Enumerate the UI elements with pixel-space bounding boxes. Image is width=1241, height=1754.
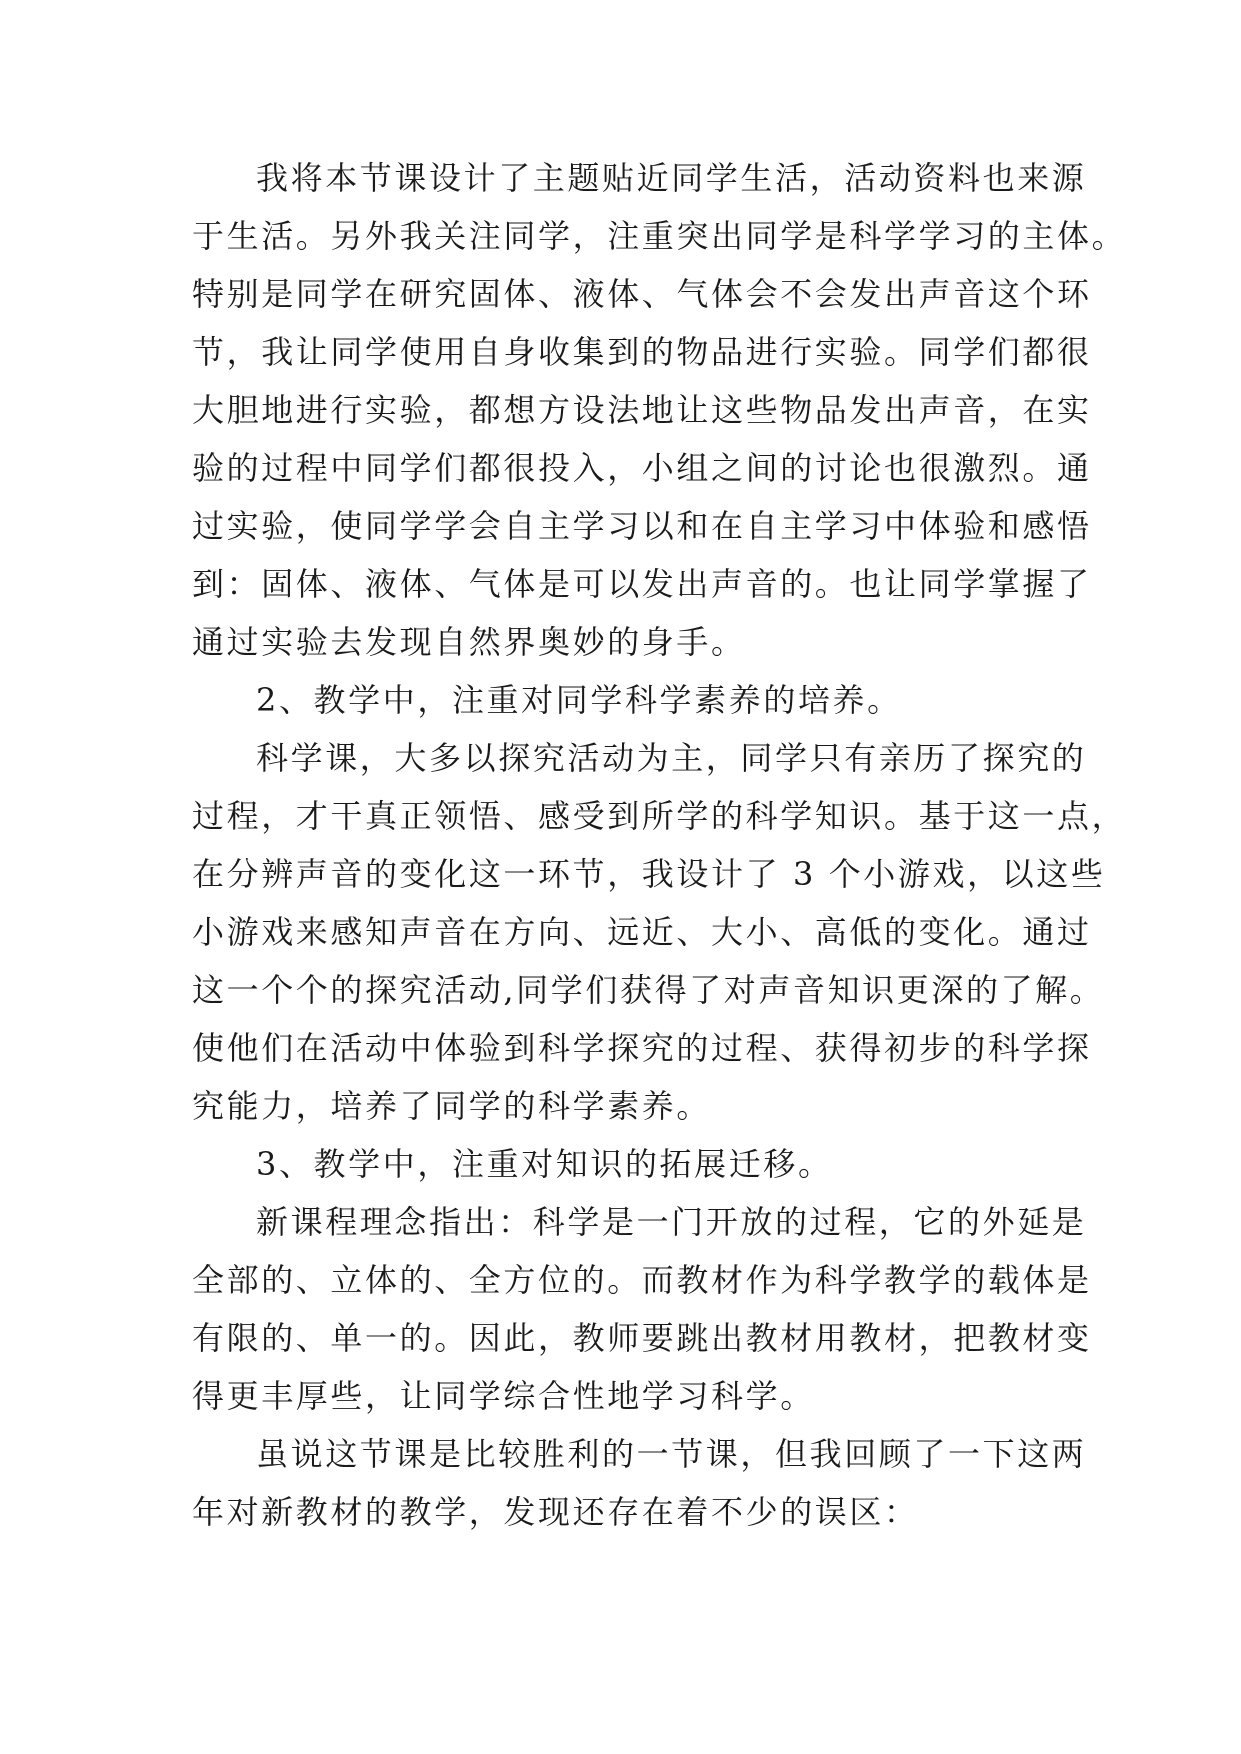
paragraph-4-line-2: 年对新教材的教学，发现还存在着不少的误区： (192, 1493, 919, 1531)
paragraph-2-line-1: 科学课，大多以探究活动为主，同学只有亲历了探究的 (256, 739, 1087, 777)
paragraph-2-line-3: 在分辨声音的变化这一环节，我设计了 3 个小游戏，以这些 (192, 855, 1106, 893)
paragraph-1-line-5: 大胆地进行实验，都想方设法地让这些物品发出声音，在实 (192, 391, 1092, 429)
paragraph-1-line-2: 于生活。另外我关注同学，注重突出同学是科学学习的主体。 (192, 217, 1127, 255)
section-heading-2: 2、教学中，注重对同学科学素养的培养。 (256, 681, 902, 719)
paragraph-3-line-3: 有限的、单一的。因此，教师要跳出教材用教材，把教材变 (192, 1319, 1092, 1357)
paragraph-2-line-2: 过程，才干真正领悟、感受到所学的科学知识。基于这一点， (192, 797, 1127, 835)
paragraph-1-line-9: 通过实验去发现自然界奥妙的身手。 (192, 623, 746, 661)
paragraph-3-line-1: 新课程理念指出：科学是一门开放的过程，它的外延是 (256, 1203, 1087, 1241)
paragraph-2-line-7: 究能力，培养了同学的科学素养。 (192, 1087, 712, 1125)
paragraph-1-line-6: 验的过程中同学们都很投入，小组之间的讨论也很激烈。通 (192, 449, 1092, 487)
paragraph-2-line-5: 这一个个的探究活动,同学们获得了对声音知识更深的了解。 (192, 971, 1105, 1009)
paragraph-3-line-2: 全部的、立体的、全方位的。而教材作为科学教学的载体是 (192, 1261, 1092, 1299)
paragraph-1-line-1: 我将本节课设计了主题贴近同学生活，活动资料也来源 (256, 159, 1087, 197)
paragraph-1-line-4: 节，我让同学使用自身收集到的物品进行实验。同学们都很 (192, 333, 1092, 371)
paragraph-1-line-8: 到：固体、液体、气体是可以发出声音的。也让同学掌握了 (192, 565, 1092, 603)
paragraph-1-line-7: 过实验，使同学学会自主学习以和在自主学习中体验和感悟 (192, 507, 1092, 545)
section-heading-3: 3、教学中，注重对知识的拓展迁移。 (256, 1145, 833, 1183)
paragraph-1-line-3: 特别是同学在研究固体、液体、气体会不会发出声音这个环 (192, 275, 1092, 313)
paragraph-2-line-4: 小游戏来感知声音在方向、远近、大小、高低的变化。通过 (192, 913, 1092, 951)
paragraph-2-line-6: 使他们在活动中体验到科学探究的过程、获得初步的科学探 (192, 1029, 1092, 1067)
paragraph-3-line-4: 得更丰厚些，让同学综合性地学习科学。 (192, 1377, 815, 1415)
paragraph-4-line-1: 虽说这节课是比较胜利的一节课，但我回顾了一下这两 (256, 1435, 1087, 1473)
